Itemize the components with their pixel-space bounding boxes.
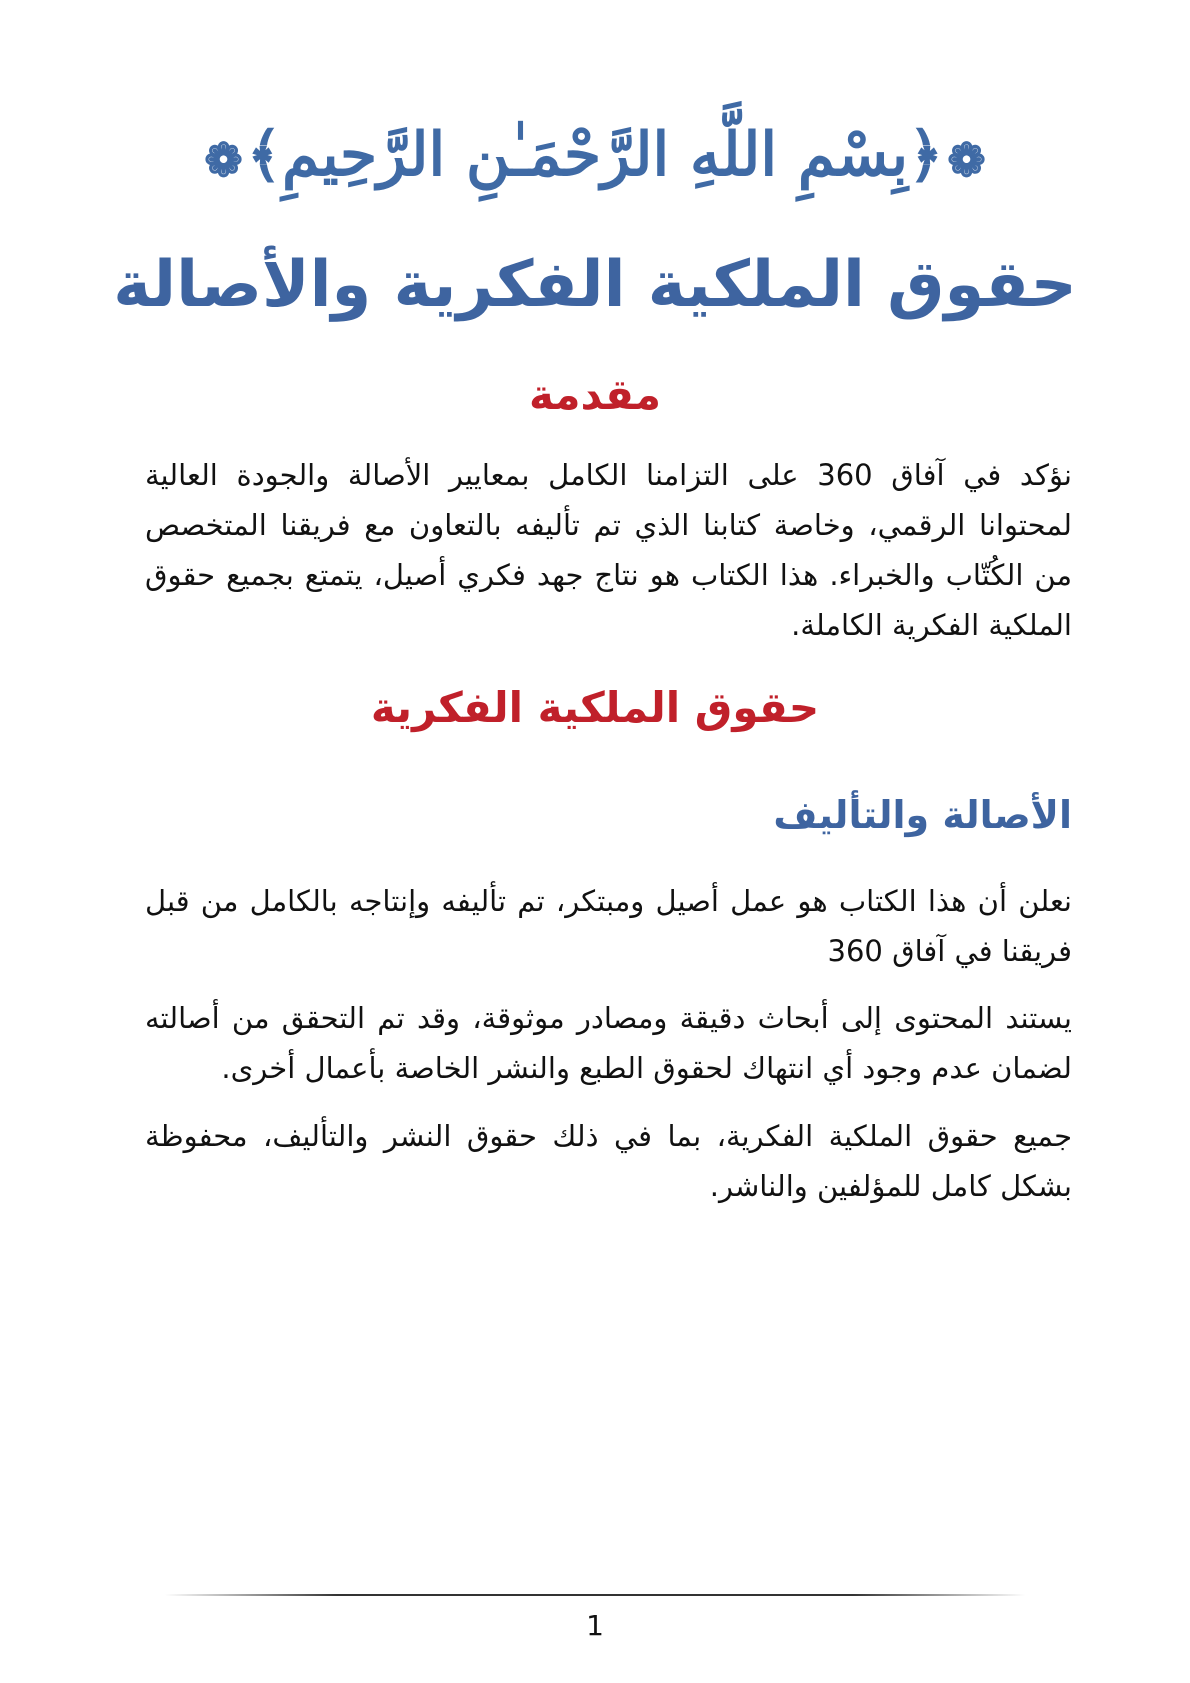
basmala-heading [0, 110, 1190, 205]
ipr-paragraph-1: نعلن أن هذا الكتاب هو عمل أصيل ومبتكر، تم تأليفه وإنتاجه بالكامل من قبل فريقنا في آفاق 360 [145, 884, 1072, 968]
originality-subheading: الأصالة والتأليف [773, 793, 1072, 837]
basmala-bracket-open: ﴿ [908, 120, 944, 190]
ornament-left-icon: ❁ [204, 132, 243, 187]
intro-paragraph: نؤكد في آفاق 360 على التزامنا الكامل بمعايير الأصالة والجودة العالية لمحتوانا الرقمي، وخاصة كتابنا الذي تم تأليفه بالتعاون مع فريقنا المتخصص من الكُتّاب والخبراء. هذا الكتاب هو نتاج جهد فكري أصيل، يتمتع بجميع حقوق الملكية الفكرية الكاملة. [145, 458, 1073, 642]
basmala-bracket-close: ﴾ [246, 120, 282, 190]
page-number: 1 [586, 1609, 604, 1642]
intro-heading: مقدمة [529, 370, 661, 419]
ornament-right-icon: ❁ [947, 132, 986, 187]
ipr-heading: حقوق الملكية الفكرية [370, 683, 820, 732]
page-title: حقوق الملكية الفكرية والأصالة [113, 248, 1077, 322]
footer-divider [165, 1594, 1025, 1596]
ipr-paragraph-2: يستند المحتوى إلى أبحاث دقيقة ومصادر موثوقة، وقد تم التحقق من أصالته لضمان عدم وجود أي انتهاك لحقوق الطبع والنشر الخاصة بأعمال أخرى. [145, 1001, 1072, 1085]
basmala-text: بِسْمِ اللَّهِ الرَّحْمَـٰنِ الرَّحِيمِ [281, 120, 909, 190]
ipr-paragraph-3: جميع حقوق الملكية الفكرية، بما في ذلك حقوق النشر والتأليف، محفوظة بشكل كامل للمؤلفين والناشر. [145, 1119, 1072, 1203]
